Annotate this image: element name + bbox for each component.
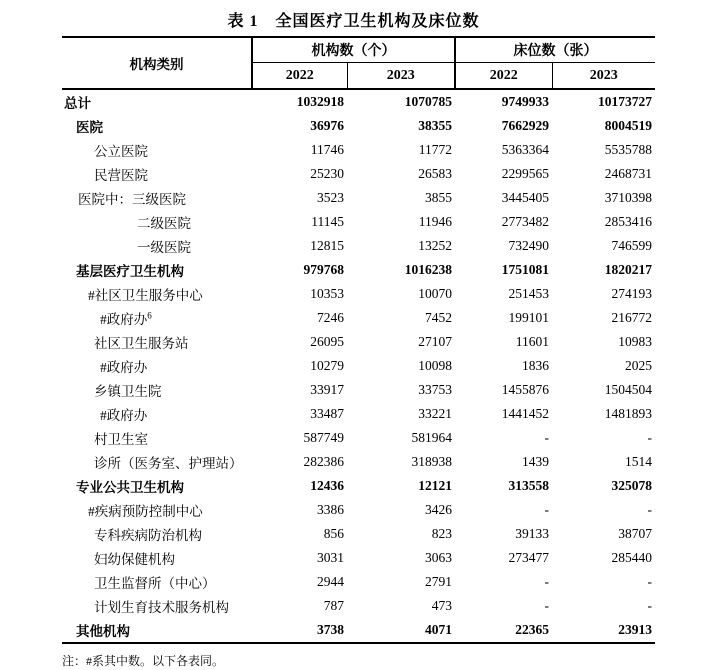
value-cell: 33753 <box>418 382 452 397</box>
value-cell: 2025 <box>625 358 652 373</box>
table-row <box>62 234 655 258</box>
value-cell: 26583 <box>418 166 452 181</box>
table-row <box>62 258 655 282</box>
value-cell: 11601 <box>515 334 549 349</box>
row-label: 乡镇卫生院 <box>94 384 162 399</box>
value-cell: 746599 <box>611 238 652 253</box>
value-cell: 25230 <box>310 166 344 181</box>
table-row <box>62 306 655 330</box>
header-year-institutions-2022: 2022 <box>252 63 347 90</box>
table-row <box>62 450 655 474</box>
value-cell: 979768 <box>303 262 344 277</box>
value-cell: - <box>647 598 652 613</box>
row-label: 医院中：三级医院 <box>78 192 186 207</box>
value-cell: - <box>544 430 549 445</box>
value-cell: 10279 <box>310 358 344 373</box>
value-cell: 3386 <box>317 502 344 517</box>
value-cell: 251453 <box>508 286 549 301</box>
value-cell: 1504504 <box>604 382 652 397</box>
value-cell: 2468731 <box>604 166 652 181</box>
statistics-table <box>62 36 655 644</box>
value-cell: 285440 <box>611 550 652 565</box>
value-cell: 11746 <box>310 142 344 157</box>
table-row <box>62 162 655 186</box>
value-cell: 473 <box>431 598 452 613</box>
value-cell: 1820217 <box>604 262 652 277</box>
table-row <box>62 89 655 114</box>
value-cell: 13252 <box>418 238 452 253</box>
value-cell: 10353 <box>310 286 344 301</box>
value-cell: 2791 <box>425 574 452 589</box>
table-row <box>62 402 655 426</box>
value-cell: 33917 <box>310 382 344 397</box>
row-label: 基层医疗卫生机构 <box>76 264 184 279</box>
value-cell: 23913 <box>552 618 655 643</box>
value-cell: 7246 <box>317 310 344 325</box>
value-cell: 199101 <box>508 310 549 325</box>
table-row <box>62 354 655 378</box>
table-row <box>62 330 655 354</box>
value-cell: 12436 <box>310 478 344 493</box>
value-cell: 3738 <box>252 618 347 643</box>
value-cell: 1751081 <box>501 262 549 277</box>
row-label: 卫生监督所（中心） <box>94 576 216 591</box>
value-cell: 7662929 <box>501 118 549 133</box>
value-cell: 10098 <box>418 358 452 373</box>
value-cell: 33221 <box>418 406 452 421</box>
value-cell: 10983 <box>618 334 652 349</box>
value-cell: 22365 <box>455 618 552 643</box>
table-row <box>62 546 655 570</box>
value-cell: 11772 <box>418 142 452 157</box>
value-cell: 2299565 <box>501 166 549 181</box>
value-cell: - <box>544 502 549 517</box>
table-row <box>62 522 655 546</box>
value-cell: 2773482 <box>501 214 549 229</box>
table-row <box>62 186 655 210</box>
value-cell: 5535788 <box>604 142 652 157</box>
value-cell: 5363364 <box>501 142 549 157</box>
row-label: 医院 <box>76 120 103 135</box>
value-cell: 1439 <box>522 454 549 469</box>
table-row <box>62 378 655 402</box>
value-cell: 1070785 <box>404 94 452 109</box>
table-row <box>62 138 655 162</box>
row-label: 计划生育技术服务机构 <box>94 600 229 615</box>
row-label: #疾病预防控制中心 <box>88 504 203 519</box>
value-cell: 12815 <box>310 238 344 253</box>
value-cell: 787 <box>323 598 344 613</box>
value-cell: 3855 <box>425 190 452 205</box>
header-category: 机构类别 <box>62 37 252 89</box>
value-cell: 325078 <box>611 478 652 493</box>
value-cell: 3523 <box>317 190 344 205</box>
value-cell: 2853416 <box>604 214 652 229</box>
value-cell: 11946 <box>418 214 452 229</box>
value-cell: 581964 <box>411 430 452 445</box>
table-body <box>62 89 655 643</box>
value-cell: 10173727 <box>598 94 652 109</box>
table-row <box>62 474 655 498</box>
value-cell: 10070 <box>418 286 452 301</box>
value-cell: - <box>544 574 549 589</box>
row-label: #政府办 <box>100 360 148 375</box>
value-cell: 33487 <box>310 406 344 421</box>
row-label: #政府办 <box>100 408 148 423</box>
value-cell: 1836 <box>522 358 549 373</box>
value-cell: 3031 <box>317 550 344 565</box>
row-label: #政府办$^6$ <box>100 310 152 327</box>
value-cell: 36976 <box>310 118 344 133</box>
header-institutions-group: 机构数（个） <box>252 37 455 63</box>
value-cell: 216772 <box>611 310 652 325</box>
row-label: 公立医院 <box>94 144 148 159</box>
header-year-beds-2022: 2022 <box>455 63 552 90</box>
value-cell: 1032918 <box>296 94 344 109</box>
row-label: 妇幼保健机构 <box>94 552 175 567</box>
value-cell: 4071 <box>347 618 455 643</box>
value-cell: 38355 <box>418 118 452 133</box>
table-row <box>62 282 655 306</box>
value-cell: 3445405 <box>501 190 549 205</box>
row-label: #社区卫生服务中心 <box>88 288 203 303</box>
value-cell: 1455876 <box>501 382 549 397</box>
row-label: 专科疾病防治机构 <box>94 528 202 543</box>
footnote: 注：#系其中数。以下各表同。 <box>62 654 225 668</box>
table-row <box>62 570 655 594</box>
table-row <box>62 498 655 522</box>
table-row <box>62 114 655 138</box>
row-label: 其他机构 <box>62 618 252 643</box>
value-cell: 39133 <box>515 526 549 541</box>
value-cell: 12121 <box>418 478 452 493</box>
value-cell: 27107 <box>418 334 452 349</box>
value-cell: 1016238 <box>404 262 452 277</box>
value-cell: 856 <box>323 526 344 541</box>
value-cell: 587749 <box>303 430 344 445</box>
value-cell: 318938 <box>411 454 452 469</box>
table-row <box>62 618 655 643</box>
value-cell: - <box>647 430 652 445</box>
value-cell: 8004519 <box>604 118 652 133</box>
row-label: 总计 <box>64 96 91 111</box>
value-cell: 1514 <box>625 454 652 469</box>
value-cell: 9749933 <box>501 94 549 109</box>
value-cell: 823 <box>431 526 452 541</box>
row-label: 诊所（医务室、护理站） <box>94 456 243 471</box>
value-cell: 3710398 <box>604 190 652 205</box>
table-header <box>62 37 655 89</box>
header-year-institutions-2023: 2023 <box>347 63 455 90</box>
row-label: 社区卫生服务站 <box>94 336 189 351</box>
header-group-row <box>62 37 655 63</box>
value-cell: - <box>647 574 652 589</box>
value-cell: 274193 <box>611 286 652 301</box>
value-cell: 26095 <box>310 334 344 349</box>
value-cell: - <box>647 502 652 517</box>
value-cell: 2944 <box>317 574 344 589</box>
table-row <box>62 210 655 234</box>
value-cell: 7452 <box>425 310 452 325</box>
value-cell: 1441452 <box>501 406 549 421</box>
row-label: 村卫生室 <box>94 432 148 447</box>
header-year-beds-2023: 2023 <box>552 63 655 90</box>
value-cell: 3063 <box>425 550 452 565</box>
value-cell: 273477 <box>508 550 549 565</box>
value-cell: 11145 <box>311 214 344 229</box>
row-label: 二级医院 <box>137 216 191 231</box>
value-cell: 313558 <box>508 478 549 493</box>
value-cell: 3426 <box>425 502 452 517</box>
value-cell: 282386 <box>303 454 344 469</box>
table-title: 表 1 全国医疗卫生机构及床位数 <box>227 13 480 30</box>
table-row <box>62 426 655 450</box>
value-cell: 732490 <box>508 238 549 253</box>
row-label: 民营医院 <box>94 168 148 183</box>
row-label: 一级医院 <box>137 240 191 255</box>
table-row <box>62 594 655 618</box>
header-beds-group: 床位数（张） <box>455 37 655 63</box>
footnote-marker: 6 <box>147 310 152 321</box>
value-cell: 38707 <box>618 526 652 541</box>
row-label: 专业公共卫生机构 <box>76 480 184 495</box>
value-cell: - <box>544 598 549 613</box>
value-cell: 1481893 <box>604 406 652 421</box>
